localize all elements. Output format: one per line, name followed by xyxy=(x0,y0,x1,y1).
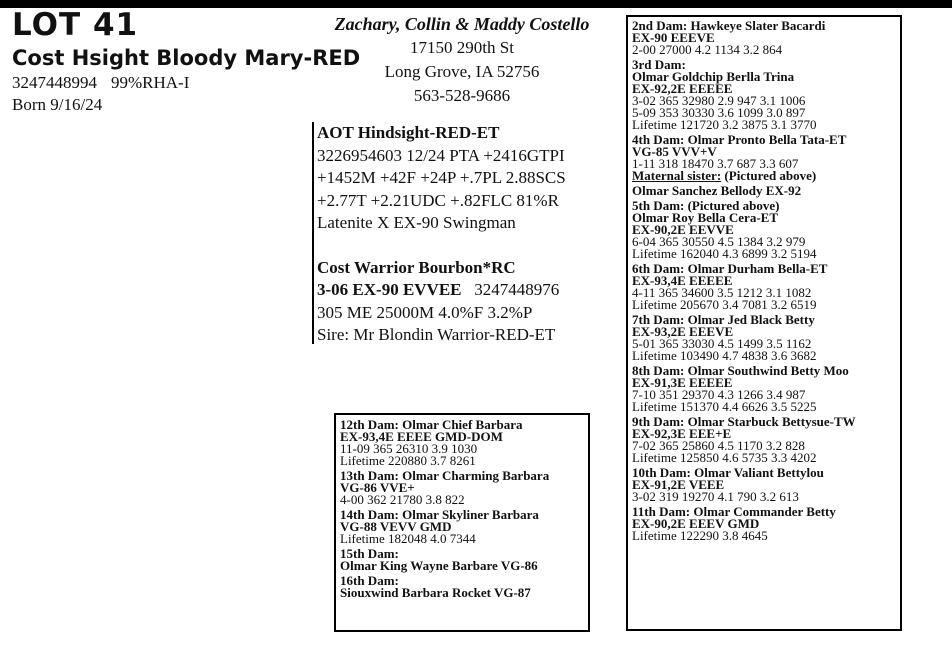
dam-9-title: 9th Dam: Olmar Starbuck Bettysue-TW xyxy=(632,414,856,429)
maternal-sister-label: Maternal sister: xyxy=(632,168,722,183)
animal-name: Cost Hsight Bloody Mary-RED xyxy=(12,46,361,70)
dam-7-title: 7th Dam: Olmar Jed Black Betty xyxy=(632,312,815,327)
dam-classification: 3-06 EX-90 EVVEE xyxy=(317,280,462,299)
dam-14-lifetime: Lifetime 182048 4.0 7344 xyxy=(340,531,476,546)
dam-13-class: VG-86 VVE+ xyxy=(340,480,415,495)
dam-3-lifetime: Lifetime 121720 3.2 3875 3.1 3770 xyxy=(632,117,817,132)
dam-name: Cost Warrior Bourbon*RC xyxy=(317,257,516,277)
dam-3-name: Olmar Goldchip Berlla Trina xyxy=(632,69,795,84)
sire-proof-line: 3226954603 12/24 PTA +2416GTPI xyxy=(317,145,565,165)
sire-proof-line: +2.77T +2.21UDC +.82FLC 81%R xyxy=(317,190,559,210)
dam-13-title: 13th Dam: Olmar Charming Barbara xyxy=(340,468,550,483)
dam-10-title: 10th Dam: Olmar Valiant Bettylou xyxy=(632,465,824,480)
dam-12-record: 11-09 365 26310 3.9 1030 xyxy=(340,441,478,456)
dam-4-class: VG-85 VVV+V xyxy=(632,144,717,159)
dam-12-lifetime: Lifetime 220880 3.7 8261 xyxy=(340,453,476,468)
dam-14-title: 14th Dam: Olmar Skyliner Barbara xyxy=(340,507,539,522)
consignor-name: Zachary, Collin & Maddy Costello xyxy=(334,14,590,34)
dam-sire: Sire: Mr Blondin Warrior-RED-ET xyxy=(317,325,556,344)
registration-number: 3247448994 xyxy=(12,73,97,92)
dam-16-title: 16th Dam: xyxy=(340,573,399,588)
dam-5-lifetime: Lifetime 162040 4.3 6899 3.2 5194 xyxy=(632,246,817,261)
dam-5-name: Olmar Roy Bella Cera-ET xyxy=(632,210,778,225)
dam-12-class: EX-93,4E EEEE GMD-DOM xyxy=(340,429,503,444)
dam-4-record: 1-11 318 18470 3.7 687 3.3 607 xyxy=(632,156,799,171)
dam-12-title: 12th Dam: Olmar Chief Barbara xyxy=(340,417,523,432)
consignor-block xyxy=(312,12,612,108)
dam-11-title: 11th Dam: Olmar Commander Betty xyxy=(632,504,836,519)
dam-5-record: 6-04 365 30550 4.5 1384 3.2 979 xyxy=(632,234,806,249)
dam-8-record: 7-10 351 29370 4.3 1266 3.4 987 xyxy=(632,387,806,402)
rha-percent: 99%RHA-I xyxy=(111,73,190,92)
dam-2-record: 2-00 27000 4.2 1134 3.2 864 xyxy=(632,42,783,57)
dam-8-title: 8th Dam: Olmar Southwind Betty Moo xyxy=(632,363,849,378)
sire-name: AOT Hindsight-RED-ET xyxy=(317,123,500,142)
dam-class-line xyxy=(317,279,622,302)
dam-3-class: EX-92,2E EEEEE xyxy=(632,81,733,96)
dam-6-title: 6th Dam: Olmar Durham Bella-ET xyxy=(632,261,828,276)
maternal-sister-name: Olmar Sanchez Bellody EX-92 xyxy=(632,183,802,198)
dam-7-lifetime: Lifetime 103490 4.7 4838 3.6 3682 xyxy=(632,348,817,363)
dam-6-lifetime: Lifetime 205670 3.4 7081 3.2 6519 xyxy=(632,297,817,312)
dam-registration: 3247448976 xyxy=(474,280,560,299)
dam-11-lifetime: Lifetime 122290 3.8 4645 xyxy=(632,528,768,543)
lot-number: LOT 41 xyxy=(12,7,139,43)
dam-5-class: EX-90,2E EEVVE xyxy=(632,222,734,237)
dam-16-name: Siouxwind Barbara Rocket VG-87 xyxy=(340,585,531,600)
sire-dam-block xyxy=(312,122,622,344)
dam-10-class: EX-91,2E VEEE xyxy=(632,477,725,492)
dam-9-lifetime: Lifetime 125850 4.6 5735 3.3 4202 xyxy=(632,450,817,465)
dam-3-record: 3-02 365 32980 2.9 947 3.1 1006 xyxy=(632,93,806,108)
top-rule xyxy=(0,0,952,8)
maternal-pedigree-box xyxy=(626,15,902,631)
dam-7-class: EX-93,2E EEEVE xyxy=(632,324,734,339)
dam-3-title: 3rd Dam: xyxy=(632,57,686,72)
deep-pedigree-box xyxy=(334,413,590,632)
dam-9-record: 7-02 365 25860 4.5 1170 3.2 828 xyxy=(632,438,805,453)
sire-proof-line: +1452M +42F +24P +.7PL 2.88SCS xyxy=(317,168,566,187)
consignor-phone: 563-528-9686 xyxy=(413,86,511,105)
dam-3-record: 5-09 353 30330 3.6 1099 3.0 897 xyxy=(632,105,806,120)
dam-15-name: Olmar King Wayne Barbare VG-86 xyxy=(340,558,538,573)
dam-8-lifetime: Lifetime 151370 4.4 6626 3.5 5225 xyxy=(632,399,817,414)
dam-8-class: EX-91,3E EEEEE xyxy=(632,375,733,390)
dam-2-class: EX-90 EEEVE xyxy=(632,30,715,45)
dam-7-record: 5-01 365 33030 4.5 1499 3.5 1162 xyxy=(632,336,812,351)
registration-line xyxy=(12,73,189,93)
dam-11-class: EX-90,2E EEEV GMD xyxy=(632,516,760,531)
dam-2-title: 2nd Dam: Hawkeye Slater Bacardi xyxy=(632,18,826,33)
dam-10-record: 3-02 319 19270 4.1 790 3.2 613 xyxy=(632,489,799,504)
consignor-city: Long Grove, IA 52756 xyxy=(384,62,540,81)
dam-5-title: 5th Dam: (Pictured above) xyxy=(632,198,780,213)
dam-6-class: EX-93,4E EEEEE xyxy=(632,273,733,288)
birth-date: Born 9/16/24 xyxy=(12,95,103,114)
dam-14-class: VG-88 VEVV GMD xyxy=(340,519,452,534)
dam-15-title: 15th Dam: xyxy=(340,546,399,561)
dam-4-title: 4th Dam: Olmar Pronto Bella Tata-ET xyxy=(632,132,847,147)
dam-13-record: 4-00 362 21780 3.8 822 xyxy=(340,492,465,507)
dam-record: 305 ME 25000M 4.0%F 3.2%P xyxy=(317,302,533,322)
maternal-sister-note: (Pictured above) xyxy=(721,168,817,183)
dam-9-class: EX-92,3E EEE+E xyxy=(632,426,732,441)
maternal-sister-line xyxy=(632,170,900,182)
dam-6-record: 4-11 365 34600 3.5 1212 3.1 1082 xyxy=(632,285,812,300)
sire-pedigree: Latenite X EX-90 Swingman xyxy=(317,213,516,232)
consignor-address: 17150 290th St xyxy=(410,38,514,57)
